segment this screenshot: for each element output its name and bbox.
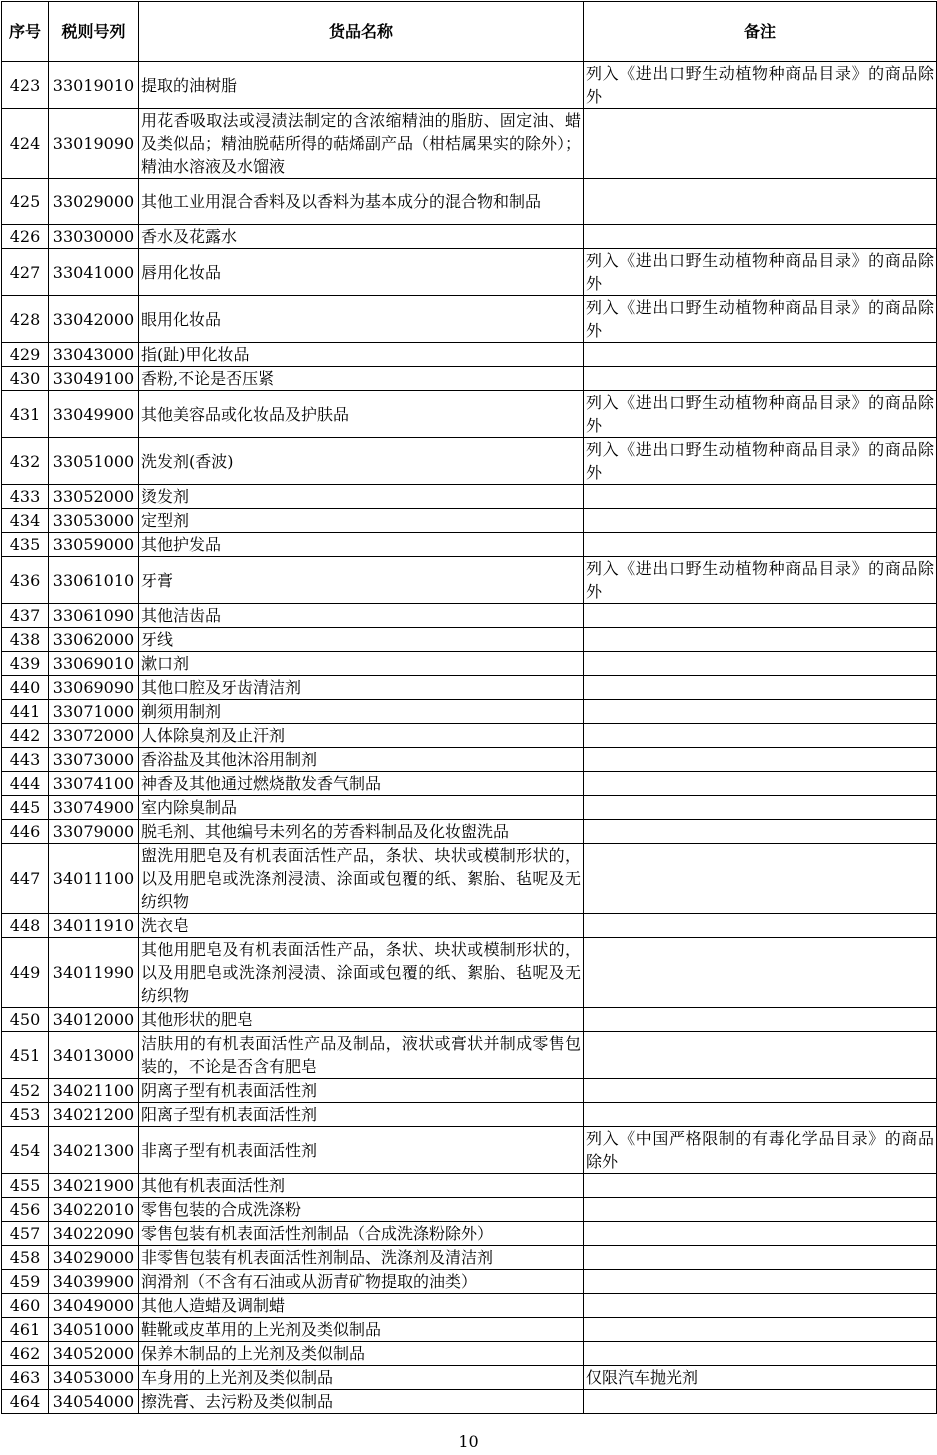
remarks-cell [584,938,937,1008]
remarks-cell [584,914,937,938]
remarks-cell [584,1318,937,1342]
goods-name-cell: 零售包装有机表面活性剂制品（合成洗涤粉除外） [139,1222,584,1246]
remarks-cell: 列入《进出口野生动植物种商品目录》的商品除外 [584,438,937,485]
serial-cell: 452 [2,1079,49,1103]
tariff-code-cell: 33053000 [49,509,139,533]
serial-cell: 436 [2,557,49,604]
goods-name-cell: 人体除臭剂及止汗剂 [139,724,584,748]
goods-name-cell: 香粉,不论是否压紧 [139,367,584,391]
tariff-code-cell: 34011100 [49,844,139,914]
remarks-cell [584,109,937,179]
remarks-cell [584,1390,937,1414]
goods-table [1,1,937,1414]
serial-cell: 431 [2,391,49,438]
goods-name-cell: 其他形状的肥皂 [139,1008,584,1032]
table-row [2,62,937,109]
table-row [2,533,937,557]
goods-name-cell: 其他工业用混合香料及以香料为基本成分的混合物和制品 [139,179,584,225]
remarks-cell [584,772,937,796]
tariff-code-cell: 34021900 [49,1174,139,1198]
tariff-code-cell: 33041000 [49,249,139,296]
tariff-code-cell: 34011910 [49,914,139,938]
tariff-code-cell: 33030000 [49,225,139,249]
table-row [2,1318,937,1342]
header-remarks: 备注 [584,2,937,62]
serial-cell: 453 [2,1103,49,1127]
remarks-cell [584,724,937,748]
remarks-cell: 列入《进出口野生动植物种商品目录》的商品除外 [584,249,937,296]
table-row [2,1008,937,1032]
serial-cell: 461 [2,1318,49,1342]
remarks-cell: 仅限汽车抛光剂 [584,1366,937,1390]
tariff-code-cell: 33079000 [49,820,139,844]
remarks-cell [584,1008,937,1032]
table-row [2,1366,937,1390]
goods-name-cell: 阴离子型有机表面活性剂 [139,1079,584,1103]
table-row [2,179,937,225]
tariff-code-cell: 33071000 [49,700,139,724]
table-row [2,343,937,367]
table-row [2,1390,937,1414]
tariff-code-cell: 33051000 [49,438,139,485]
serial-cell: 445 [2,796,49,820]
tariff-code-cell: 33059000 [49,533,139,557]
goods-name-cell: 洗发剂(香波) [139,438,584,485]
tariff-code-cell: 33069010 [49,652,139,676]
tariff-code-cell: 33019090 [49,109,139,179]
table-row [2,509,937,533]
serial-cell: 455 [2,1174,49,1198]
goods-name-cell: 非离子型有机表面活性剂 [139,1127,584,1174]
remarks-cell [584,628,937,652]
remarks-cell [584,652,937,676]
tariff-code-cell: 34011990 [49,938,139,1008]
serial-cell: 435 [2,533,49,557]
goods-name-cell: 漱口剂 [139,652,584,676]
remarks-cell [584,844,937,914]
goods-name-cell: 指(趾)甲化妆品 [139,343,584,367]
page-number: 10 [458,1432,479,1451]
table-row [2,772,937,796]
remarks-cell [584,509,937,533]
goods-name-cell: 脱毛剂、其他编号未列名的芳香料制品及化妆盥洗品 [139,820,584,844]
goods-name-cell: 唇用化妆品 [139,249,584,296]
goods-name-cell: 眼用化妆品 [139,296,584,343]
table-row [2,604,937,628]
table-row [2,796,937,820]
serial-cell: 448 [2,914,49,938]
serial-cell: 432 [2,438,49,485]
goods-name-cell: 其他洁齿品 [139,604,584,628]
serial-cell: 450 [2,1008,49,1032]
serial-cell: 457 [2,1222,49,1246]
remarks-cell [584,1079,937,1103]
goods-name-cell: 室内除臭制品 [139,796,584,820]
goods-name-cell: 保养木制品的上光剂及类似制品 [139,1342,584,1366]
remarks-cell [584,1246,937,1270]
remarks-cell [584,604,937,628]
tariff-code-cell: 34051000 [49,1318,139,1342]
serial-cell: 462 [2,1342,49,1366]
serial-cell: 423 [2,62,49,109]
tariff-code-cell: 34022090 [49,1222,139,1246]
table-row [2,1103,937,1127]
tariff-code-cell: 33074900 [49,796,139,820]
goods-name-cell: 洗衣皂 [139,914,584,938]
tariff-code-cell: 33073000 [49,748,139,772]
tariff-code-cell: 33049100 [49,367,139,391]
goods-name-cell: 其他用肥皂及有机表面活性产品，条状、块状或模制形状的，以及用肥皂或洗涤剂浸渍、涂面或包覆的纸、絮胎、毡呢及无纺织物 [139,938,584,1008]
goods-name-cell: 香浴盐及其他沐浴用制剂 [139,748,584,772]
table-row [2,1174,937,1198]
goods-name-cell: 香水及花露水 [139,225,584,249]
serial-cell: 442 [2,724,49,748]
remarks-cell [584,1222,937,1246]
tariff-code-cell: 34049000 [49,1294,139,1318]
table-header-row [2,2,937,62]
goods-name-cell: 其他有机表面活性剂 [139,1174,584,1198]
serial-cell: 426 [2,225,49,249]
header-tariff-code: 税则号列 [49,2,139,62]
serial-cell: 447 [2,844,49,914]
goods-name-cell: 擦洗膏、去污粉及类似制品 [139,1390,584,1414]
remarks-cell [584,676,937,700]
table-row [2,676,937,700]
goods-name-cell: 零售包装的合成洗涤粉 [139,1198,584,1222]
serial-cell: 424 [2,109,49,179]
table-row [2,391,937,438]
remarks-cell [584,367,937,391]
tariff-code-cell: 33052000 [49,485,139,509]
remarks-cell [584,820,937,844]
remarks-cell [584,1270,937,1294]
goods-name-cell: 非零售包装有机表面活性剂制品、洗涤剂及清洁剂 [139,1246,584,1270]
tariff-code-cell: 33072000 [49,724,139,748]
remarks-cell [584,225,937,249]
serial-cell: 438 [2,628,49,652]
table-row [2,1342,937,1366]
goods-name-cell: 润滑剂（不含有石油或从沥青矿物提取的油类） [139,1270,584,1294]
goods-name-cell: 其他口腔及牙齿清洁剂 [139,676,584,700]
serial-cell: 439 [2,652,49,676]
table-row [2,724,937,748]
table-row [2,914,937,938]
remarks-cell [584,1294,937,1318]
serial-cell: 451 [2,1032,49,1079]
remarks-cell [584,1103,937,1127]
table-row [2,225,937,249]
remarks-cell [584,1342,937,1366]
serial-cell: 454 [2,1127,49,1174]
table-row [2,700,937,724]
serial-cell: 444 [2,772,49,796]
table-row [2,557,937,604]
remarks-cell: 列入《进出口野生动植物种商品目录》的商品除外 [584,296,937,343]
table-row [2,296,937,343]
table-row [2,109,937,179]
serial-cell: 459 [2,1270,49,1294]
remarks-cell: 列入《中国严格限制的有毒化学品目录》的商品除外 [584,1127,937,1174]
tariff-code-cell: 34052000 [49,1342,139,1366]
serial-cell: 425 [2,179,49,225]
header-goods-name: 货品名称 [139,2,584,62]
table-row [2,485,937,509]
tariff-code-cell: 33043000 [49,343,139,367]
goods-name-cell: 提取的油树脂 [139,62,584,109]
goods-name-cell: 鞋靴或皮革用的上光剂及类似制品 [139,1318,584,1342]
serial-cell: 456 [2,1198,49,1222]
table-row [2,628,937,652]
tariff-code-cell: 33062000 [49,628,139,652]
remarks-cell: 列入《进出口野生动植物种商品目录》的商品除外 [584,391,937,438]
goods-name-cell: 定型剂 [139,509,584,533]
table-row [2,1198,937,1222]
serial-cell: 430 [2,367,49,391]
remarks-cell: 列入《进出口野生动植物种商品目录》的商品除外 [584,62,937,109]
remarks-cell [584,1174,937,1198]
table-row [2,367,937,391]
serial-cell: 463 [2,1366,49,1390]
goods-name-cell: 其他人造蜡及调制蜡 [139,1294,584,1318]
goods-name-cell: 车身用的上光剂及类似制品 [139,1366,584,1390]
header-serial: 序号 [2,2,49,62]
goods-name-cell: 剃须用制剂 [139,700,584,724]
tariff-code-cell: 34012000 [49,1008,139,1032]
serial-cell: 464 [2,1390,49,1414]
tariff-code-cell: 34022010 [49,1198,139,1222]
table-row [2,1246,937,1270]
goods-name-cell: 烫发剂 [139,485,584,509]
remarks-cell: 列入《进出口野生动植物种商品目录》的商品除外 [584,557,937,604]
serial-cell: 434 [2,509,49,533]
tariff-code-cell: 33049900 [49,391,139,438]
serial-cell: 449 [2,938,49,1008]
remarks-cell [584,748,937,772]
remarks-cell [584,485,937,509]
remarks-cell [584,796,937,820]
tariff-code-cell: 34039900 [49,1270,139,1294]
tariff-code-cell: 34021200 [49,1103,139,1127]
serial-cell: 441 [2,700,49,724]
tariff-code-cell: 34013000 [49,1032,139,1079]
table-row [2,844,937,914]
table-row [2,1032,937,1079]
goods-name-cell: 其他护发品 [139,533,584,557]
goods-name-cell: 盥洗用肥皂及有机表面活性产品，条状、块状或模制形状的，以及用肥皂或洗涤剂浸渍、涂面或包覆的纸、絮胎、毡呢及无纺织物 [139,844,584,914]
goods-name-cell: 其他美容品或化妆品及护肤品 [139,391,584,438]
tariff-code-cell: 34053000 [49,1366,139,1390]
table-row [2,938,937,1008]
remarks-cell [584,1032,937,1079]
tariff-code-cell: 33019010 [49,62,139,109]
table-row [2,1222,937,1246]
tariff-code-cell: 34054000 [49,1390,139,1414]
tariff-code-cell: 33061090 [49,604,139,628]
serial-cell: 460 [2,1294,49,1318]
remarks-cell [584,1198,937,1222]
remarks-cell [584,533,937,557]
tariff-code-cell: 34029000 [49,1246,139,1270]
table-row [2,438,937,485]
serial-cell: 429 [2,343,49,367]
tariff-code-cell: 33074100 [49,772,139,796]
remarks-cell [584,700,937,724]
goods-name-cell: 神香及其他通过燃烧散发香气制品 [139,772,584,796]
remarks-cell [584,343,937,367]
table-row [2,652,937,676]
tariff-code-cell: 33061010 [49,557,139,604]
serial-cell: 458 [2,1246,49,1270]
tariff-code-cell: 33029000 [49,179,139,225]
table-row [2,1079,937,1103]
table-row [2,1127,937,1174]
tariff-code-cell: 34021300 [49,1127,139,1174]
goods-name-cell: 牙线 [139,628,584,652]
tariff-code-cell: 33069090 [49,676,139,700]
table-row [2,748,937,772]
tariff-code-cell: 33042000 [49,296,139,343]
table-row [2,1294,937,1318]
goods-name-cell: 用花香吸取法或浸渍法制定的含浓缩精油的脂肪、固定油、蜡及类似品；精油脱萜所得的萜烯副产品（柑桔属果实的除外）；精油水溶液及水馏液 [139,109,584,179]
table-row [2,1270,937,1294]
serial-cell: 428 [2,296,49,343]
serial-cell: 443 [2,748,49,772]
table-row [2,820,937,844]
table-row [2,249,937,296]
serial-cell: 427 [2,249,49,296]
goods-name-cell: 牙膏 [139,557,584,604]
remarks-cell [584,179,937,225]
goods-name-cell: 阳离子型有机表面活性剂 [139,1103,584,1127]
serial-cell: 446 [2,820,49,844]
serial-cell: 437 [2,604,49,628]
serial-cell: 440 [2,676,49,700]
serial-cell: 433 [2,485,49,509]
goods-name-cell: 洁肤用的有机表面活性产品及制品，液状或膏状并制成零售包装的，不论是否含有肥皂 [139,1032,584,1079]
tariff-code-cell: 34021100 [49,1079,139,1103]
